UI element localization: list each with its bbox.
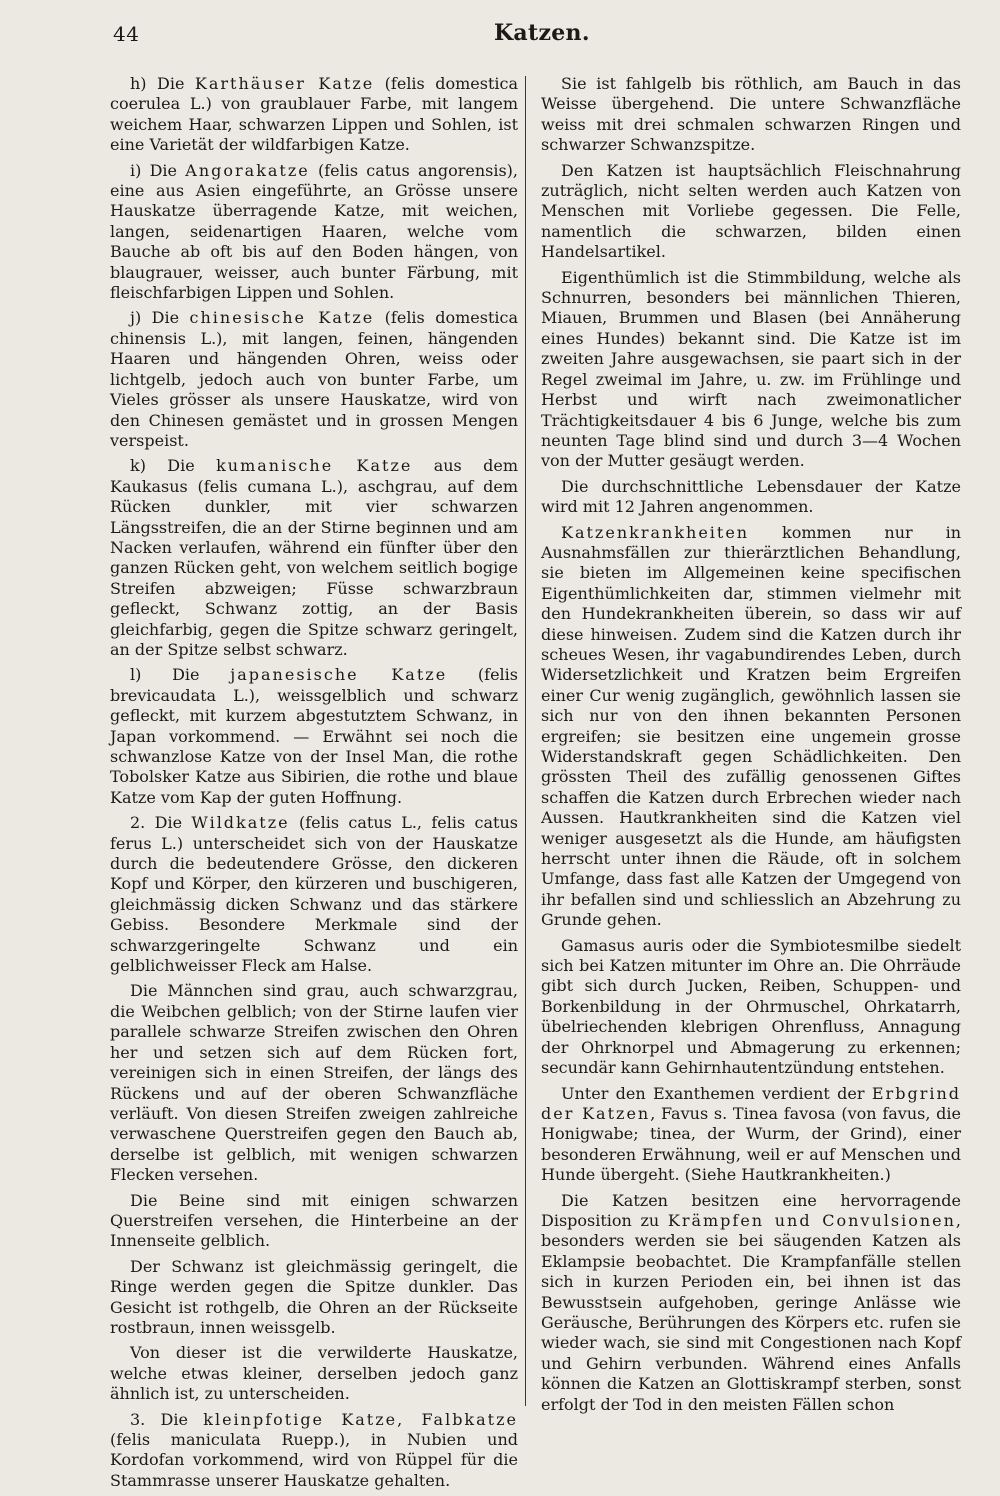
- spaced-term: Krämpfen und Convulsionen: [667, 1210, 956, 1230]
- paragraph: [110, 1410, 518, 1492]
- spaced-term: Erbgrind der Katzen: [541, 1083, 961, 1123]
- paragraph-text: aus dem Kaukasus (felis cumana L.), aschgrau, auf dem Rücken dunkler, mit vier schwarzen Längsstreifen, die an der Stirne beginnen und am Nacken verlaufen, während ein fünfter über den ganzen Rücken geht, von welchem seitlich bogige Streifen abzweigen; Füsse schwarzbraun gefleckt, Schwanz zottig, an der Basis gleichfarbig, gegen die Spitze schwarz geringelt, an der Spitze selbst schwarz.: [110, 456, 519, 659]
- paragraph: [110, 74, 518, 156]
- spaced-term: Wildkatze: [191, 813, 290, 833]
- paragraph: [110, 665, 518, 808]
- paragraph-lead: Unter den Exanthemen verdient der: [561, 1083, 872, 1103]
- paragraph: [110, 1191, 518, 1252]
- paragraph-lead: Die Katzen besitzen eine hervorragende Disposition zu: [541, 1190, 961, 1230]
- paragraph: [110, 813, 518, 976]
- paragraph-text: (felis domestica coerulea L.) von graublauer Farbe, mit langem weichem Haar, schwarzen Lippen und Sohlen, ist eine Varietät der wildfarbigen Katze.: [110, 74, 518, 155]
- paragraph: [541, 1191, 961, 1415]
- paragraph-lead: 2. Die: [130, 813, 192, 833]
- spaced-term: kleinpfotige Katze, Falbkatze: [203, 1409, 518, 1429]
- spaced-term: Angorakatze: [185, 160, 310, 180]
- spaced-term: japanesische Katze: [230, 665, 448, 685]
- paragraph-text: Die Beine sind mit einigen schwarzen Querstreifen versehen, die Hinterbeine an der Innenseite gelblich.: [110, 1190, 518, 1251]
- paragraph: [541, 1084, 961, 1186]
- column-divider: [525, 76, 526, 1406]
- paragraph-text: , besonders werden sie bei säugenden Katzen als Eklampsie beobachtet. Die Krampfanfälle stellen sich in kurzen Perioden ein, bei ihnen ist das Bewusstsein aufgehoben, geringe Anlässe wie Geräusche, Berührungen des Körpers etc. rufen sie wieder wach, sie sind mit Congestionen nach Kopf und Gehirn verbunden. Während eines Anfalls können die Katzen an Glottiskrampf sterben, sonst erfolgt der Tod in den meisten Fällen schon: [541, 1210, 962, 1414]
- page-number: 44: [113, 22, 140, 46]
- paragraph: [110, 161, 518, 304]
- paragraph: [541, 74, 961, 156]
- paragraph-text: (felis maniculata Ruepp.), in Nubien und Kordofan vorkommend, wird von Rüppel für die Stammrasse unserer Hauskatze gehalten.: [110, 1430, 518, 1490]
- paragraph: [110, 308, 518, 451]
- paragraph: [110, 1257, 518, 1339]
- right-column: [541, 74, 961, 1420]
- paragraph: [541, 268, 961, 472]
- paragraph-text: (felis catus angorensis), eine aus Asien eingeführte, an Grösse unsere Hauskatze überragende Katze, mit weichen, langen, seidenartigen Haaren, welche vom Bauche ab oft bis auf den Boden hängen, von blaugrauer, weisser, auch bunter Färbung, mit fleischfarbigen Lippen und Sohlen.: [110, 160, 518, 303]
- paragraph: [110, 981, 518, 1185]
- paragraph-lead: 3. Die: [130, 1409, 204, 1429]
- paragraph-text: , Favus s. Tinea favosa (von favus, die Honigwabe; tinea, der Wurm, der Grind), einer besonderen Erwähnung, weil er auf Menschen und Hunde übergeht. (Siehe Hautkrankheiten.): [541, 1103, 961, 1185]
- paragraph-text: (felis brevicaudata L.), weissgelblich und schwarz gefleckt, mit kurzem abgestutztem Schwanz, in Japan vorkommend. — Erwähnt sei noch die schwanzlose Katze von der Insel Man, die rothe Tobolsker Katze aus Sibirien, die rothe und blaue Katze vom Kap der guten Hoffnung.: [110, 665, 518, 807]
- paragraph: [110, 456, 518, 660]
- paragraph-lead: i) Die: [130, 160, 186, 180]
- paragraph-lead: l) Die: [130, 665, 231, 685]
- running-title: Katzen.: [494, 20, 590, 46]
- paragraph-text: (felis domestica chinensis L.), mit langen, feinen, hängenden Haaren und hängenden Ohren, weiss oder lichtgelb, jedoch auch von bunter Farbe, um Vieles grösser als unsere Hauskatze, wird von den Chinesen gemästet und in grossen Mengen verspeist.: [110, 308, 518, 450]
- paragraph-text: Von dieser ist die verwilderte Hauskatze, welche etwas kleiner, derselben jedoch ganz ähnlich ist, zu unterscheiden.: [110, 1343, 518, 1404]
- paragraph: [541, 523, 961, 931]
- paragraph: [541, 161, 961, 263]
- paragraph-text: Sie ist fahlgelb bis röthlich, am Bauch in das Weisse übergehend. Die untere Schwanzfläche weiss mit drei schmalen schwarzen Ringen und schwarzer Schwanzspitze.: [541, 74, 961, 155]
- paragraph-text: Den Katzen ist hauptsächlich Fleischnahrung zuträglich, nicht selten werden auch Katzen von Menschen mit Vorliebe gegessen. Die Felle, namentlich die schwarzen, bilden einen Handelsartikel.: [541, 160, 961, 262]
- paragraph-lead: j) Die: [130, 308, 190, 328]
- paragraph-lead: h) Die: [130, 74, 195, 93]
- paragraph: [541, 936, 961, 1079]
- paragraph-text: (felis catus L., felis catus ferus L.) unterscheidet sich von der Hauskatze durch die bedeutendere Grösse, den dickeren Kopf und Körper, den kürzeren und buschigeren, gleichmässig dicken Schwanz und das stärkere Gebiss. Besondere Merkmale sind der schwarzgeringelte Schwanz und ein gelblichweisser Fleck am Halse.: [110, 813, 519, 976]
- paragraph-text: Der Schwanz ist gleichmässig geringelt, die Ringe werden gegen die Spitze dunkler. Das Gesicht ist rothgelb, die Ohren an der Rückseite rostbraun, innen weissgelb.: [110, 1256, 518, 1337]
- paragraph-text: Gamasus auris oder die Symbiotesmilbe siedelt sich bei Katzen mitunter im Ohre an. Die Ohrräude gibt sich durch Jucken, Reiben, Schuppen- und Borkenbildung in der Ohrmuschel, Ohrkatarrh, übelriechenden klebrigen Ohrenfluss, Annagung der Ohrknorpel und Abmagerung zu erkennen; secundär kann Gehirnhautentzündung entstehen.: [541, 935, 961, 1078]
- paragraph-text: Die durchschnittliche Lebensdauer der Katze wird mit 12 Jahren angenommen.: [541, 476, 961, 517]
- paragraph-lead: k) Die: [130, 456, 217, 476]
- paragraph: [541, 477, 961, 518]
- paragraph-text: kommen nur in Ausnahmsfällen zur thierärztlichen Behandlung, sie bieten im Allgemeinen keine specifischen Eigenthümlichkeiten dar, stimmen vielmehr mit den Hundekrankheiten überein, so dass wir auf diese hinweisen. Zudem sind die Katzen durch ihr scheues Wesen, ihr vagabundirendes Leben, durch Widersetzlichkeit und Kratzen beim Ergreifen einer Cur wenig zugänglich, gewöhnlich lassen sie sich nur von den ihnen bekannten Personen ergreifen; sie besitzen eine ungemein grosse Widerstandskraft gegen Schädlichkeiten. Den grössten Theil des zufällig genossenen Giftes schaffen die Katzen durch Erbrechen wieder nach Aussen. Hautkrankheiten sind die Katzen viel weniger ausgesetzt als die Hunde, am häufigsten herrscht unter ihnen die Räude, oft in solchem Umfange, dass fast alle Katzen der Umgegend von ihr befallen sind und schliesslich an Abzehrung zu Grunde gehen.: [541, 522, 961, 930]
- paragraph-text: Die Männchen sind grau, auch schwarzgrau, die Weibchen gelblich; von der Stirne laufen vier parallele schwarze Streifen zwischen den Ohren her und setzen sich auf dem Rücken fort, vereinigen sich in einen Streifen, der längs des Rückens und auf der oberen Schwanzfläche verläuft. Von diesen Streifen zweigen zahlreiche verwaschene Querstreifen gegen den Bauch ab, derselbe ist gelblich, mit wenigen schwarzen Flecken versehen.: [110, 981, 518, 1185]
- spaced-term: Karthäuser Katze: [194, 74, 375, 93]
- paragraph: [110, 1343, 518, 1404]
- spaced-term: kumanische Katze: [216, 456, 413, 476]
- spaced-term: Katzenkrankheiten: [561, 522, 750, 542]
- paragraph-text: Eigenthümlich ist die Stimmbildung, welche als Schnurren, besonders bei männlichen Thieren, Miauen, Brummen und Blasen (bei Annäherung eines Hundes) bekannt sind. Die Katze ist im zweiten Jahre ausgewachsen, sie paart sich in der Regel zweimal im Jahre, u. zw. im Frühlinge und Herbst und wirft nach zweimonatlicher Trächtigkeitsdauer 4 bis 6 Junge, welche bis zum neunten Tage blind sind und durch 3—4 Wochen von der Mutter gesäugt werden.: [541, 267, 961, 471]
- spaced-term: chinesische Katze: [189, 308, 375, 328]
- left-column: [110, 74, 518, 1496]
